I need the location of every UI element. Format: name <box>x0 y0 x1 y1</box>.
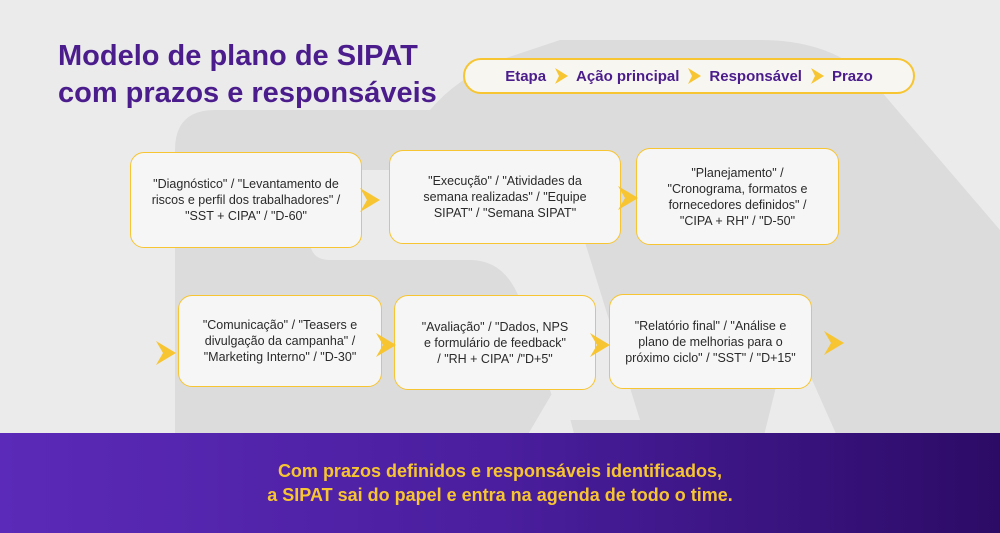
step-line: "Comunicação" / "Teasers e <box>202 318 358 332</box>
step-card-avaliacao <box>394 295 596 390</box>
chevron-right-icon <box>824 331 844 355</box>
step-line: SIPAT" / "Semana SIPAT" <box>433 206 577 220</box>
legend-pill <box>463 58 915 94</box>
step-line: fornecedores definidos" / <box>668 197 807 212</box>
step-line: "CIPA + RH" / "D-50" <box>679 213 796 228</box>
chevron-right-icon <box>687 68 701 84</box>
chevron-right-icon <box>376 333 396 357</box>
title-line-2: com prazos e responsáveis <box>58 77 437 109</box>
chevron-right-icon <box>554 68 568 84</box>
chevron-right-icon <box>156 341 176 365</box>
step-line: "Relatório final" / "Análise e <box>634 318 787 333</box>
step-card-relatorio <box>609 294 812 389</box>
step-line: "SST + CIPA" / "D-60" <box>185 209 307 223</box>
step-line: plano de melhorias para o <box>638 334 783 349</box>
title-line-1: Modelo de plano de SIPAT <box>58 40 418 72</box>
step-line: "Diagnóstico" / "Levantamento de <box>153 177 339 191</box>
step-line: divulgação da campanha" / <box>204 334 356 348</box>
step-card-diagnostico <box>130 152 362 248</box>
step-line: "Cronograma, formatos e <box>667 181 808 196</box>
page-title <box>58 38 437 112</box>
chevron-right-icon <box>618 186 638 210</box>
chevron-right-icon <box>360 188 380 212</box>
step-line: próximo ciclo" / "SST" / "D+15" <box>625 350 796 365</box>
legend-item-acao: Ação principal <box>576 67 680 85</box>
legend-item-responsavel: Responsável <box>709 67 802 85</box>
banner-line-1: Com prazos definidos e responsáveis identificados, <box>277 461 723 481</box>
step-line: "Execução" / "Atividades da <box>428 174 582 188</box>
banner-line-2: a SIPAT sai do papel e entra na agenda de todo o time. <box>267 485 733 505</box>
step-line: e formulário de feedback" <box>423 335 566 350</box>
step-line: semana realizadas" / "Equipe <box>423 190 587 204</box>
step-card-execucao <box>389 150 621 244</box>
footer-banner <box>0 433 1000 533</box>
step-line: "Avaliação" / "Dados, NPS <box>421 319 569 334</box>
chevron-right-icon <box>590 333 610 357</box>
step-card-planejamento <box>636 148 839 245</box>
step-line: "Marketing Interno" / "D-30" <box>203 350 357 364</box>
step-line: / "RH + CIPA" /"D+5" <box>437 351 553 366</box>
legend-item-etapa: Etapa <box>505 67 547 85</box>
step-line: "Planejamento" / <box>691 165 784 180</box>
step-line: riscos e perfil dos trabalhadores" / <box>151 193 341 207</box>
chevron-right-icon <box>810 68 824 84</box>
legend-item-prazo: Prazo <box>831 67 873 85</box>
step-card-comunicacao <box>178 295 382 387</box>
